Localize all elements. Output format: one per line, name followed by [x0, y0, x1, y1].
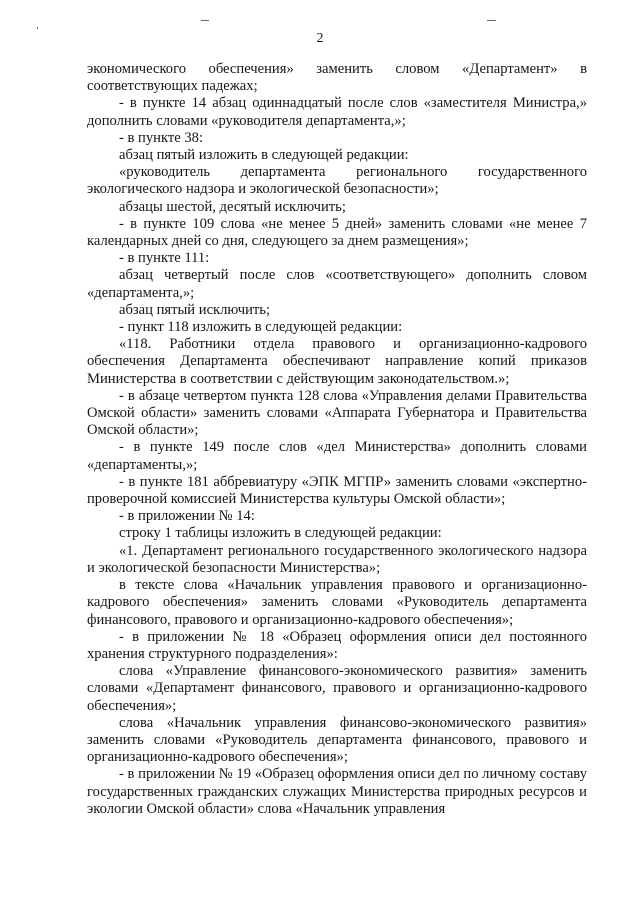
paragraph: в тексте слова «Начальник управления правового и организационно-кадрового обеспечения» заменить словами «Руководитель департамента финансового, правового и организационно-кадрового обеспечения»; [87, 577, 587, 628]
paragraph: абзац пятый исключить; [119, 301, 271, 318]
paragraph: - в пункте 181 аббревиатуру «ЭПК МГПР» заменить словами «экспертно-проверочной комиссией Министерства культуры Омской области»; [87, 473, 587, 508]
paragraph: - в пункте 149 после слов «дел Министерства» дополнить словами «департаменты,»; [87, 439, 587, 473]
document-body [87, 61, 587, 818]
paragraph: абзац пятый изложить в следующей редакции: [119, 147, 409, 164]
paragraph: «руководитель департамента регионального государственного экологического надзора и экологической безопасности»; [87, 164, 587, 198]
paragraph: слова «Начальник управления финансово-экономического развития» заменить словами «Руководитель департамента финансового, правового и организационно-кадрового обеспечения»; [87, 714, 587, 766]
paragraph: - пункт 118 изложить в следующей редакции: [119, 319, 403, 336]
paragraph: абзацы шестой, десятый исключить; [119, 198, 346, 215]
paragraph: - в пункте 14 абзац одиннадцатый после слов «заместителя Министра,» дополнить словами «руководителя департамента,»; [87, 95, 587, 129]
paragraph: - в приложении № 14: [119, 508, 255, 525]
paragraph: строку 1 таблицы изложить в следующей редакции: [119, 525, 442, 542]
paragraph: слова «Управление финансового-экономического развития» заменить словами «Департамент финансового, правового и организационно-кадрового обеспечения»; [87, 663, 587, 714]
paragraph: «1. Департамент регионального государственного экологического надзора и экологической безопасности Министерства»; [87, 542, 587, 576]
paragraph: - в приложении № 18 «Образец оформления описи дел постоянного хранения структурного подразделения»: [87, 628, 587, 662]
page-number: 2 [316, 31, 324, 46]
paragraph: - в пункте 109 слова «не менее 5 дней» заменить словами «не менее 7 календарных дней со дня, следующего за днем размещения»; [87, 215, 587, 250]
paragraph: - в пункте 38: [119, 129, 204, 146]
scan-speck [487, 20, 496, 21]
scan-speck [201, 20, 209, 21]
paragraph: экономического обеспечения» заменить словом «Департамент» в соответствующих падежах; [87, 61, 587, 95]
paragraph: - в пункте 111: [119, 250, 210, 267]
scan-speck [37, 27, 38, 29]
paragraph: - в абзаце четвертом пункта 128 слова «Управления делами Правительства Омской области» заменить словами «Аппарата Губернатора и Правительства Омской области»; [87, 387, 587, 439]
paragraph: абзац четвертый после слов «соответствующего» дополнить словом «департамента,»; [87, 267, 587, 301]
paragraph: - в приложении № 19 «Образец оформления описи дел по личному составу государственных гражданских служащих Министерства природных ресурсов и экологии Омской области» слова «Начальник управления [87, 766, 587, 817]
paragraph: «118. Работники отдела правового и организационно-кадрового обеспечения Департамента обеспечивают направление копий приказов Министерства в соответствии с действующим законодательством.»; [87, 336, 587, 387]
